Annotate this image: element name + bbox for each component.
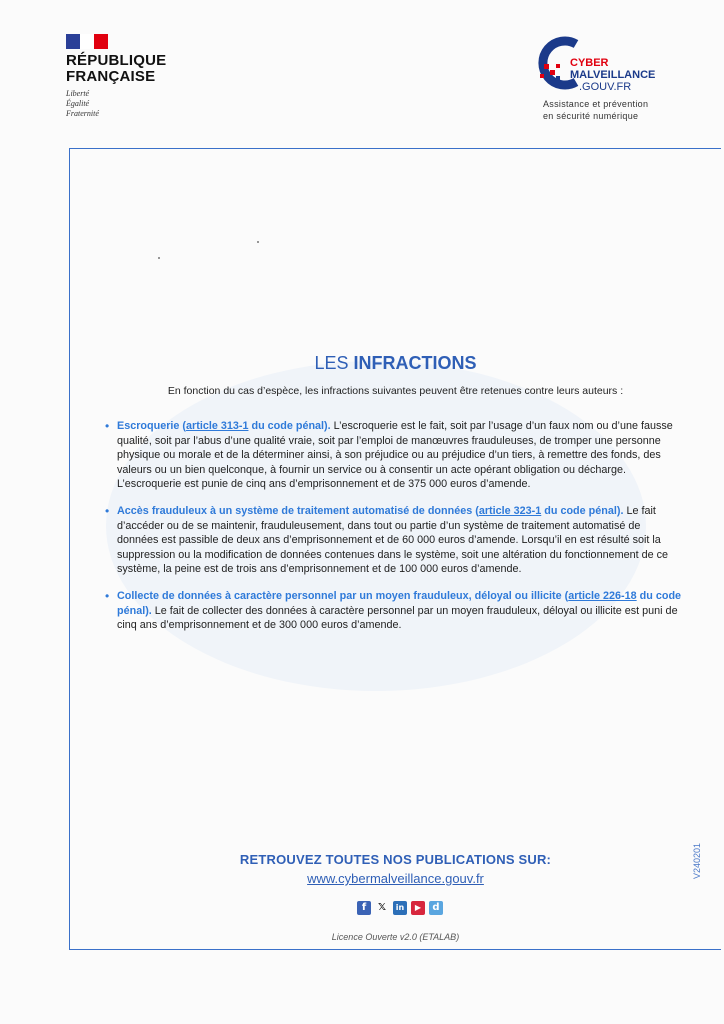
publications-heading: RETROUVEZ TOUTES NOS PUBLICATIONS SUR: [239, 852, 552, 867]
logo-wordmark: CYBER MALVEILLANCE .GOUV.FR [570, 57, 656, 93]
article-link[interactable]: article 226-18 [568, 589, 637, 602]
infractions-list [105, 419, 682, 645]
linkedin-icon[interactable]: in [393, 901, 407, 915]
dailymotion-icon[interactable]: d [429, 901, 443, 915]
version-code: V240201 [692, 842, 702, 879]
section-title: LES INFRACTIONS [314, 353, 477, 373]
list-item: • Collecte de données à caractère personnel par un moyen frauduleux, déloyal ou illicite (article 226-18 du code pénal). Le fait de collecter des données à caractère personnel par un moyen frauduleux, déloyal ou illicite est puni de cinq ans d’emprisonnement et de 300 000 euros d’amende. [105, 588, 682, 632]
content-frame [69, 148, 721, 950]
cybermalveillance-logo [536, 34, 676, 124]
article-link[interactable]: article 313-1 [186, 420, 249, 432]
list-item: • Accès frauduleux à un système de traitement automatisé de données (article 323-1 du code pénal). Le fait d’accéder ou de se maintenir, frauduleusement, dans tout ou partie d’un système de traitement automatisé de données est passible de deux ans d’emprisonnement et de 60 000 euros d’amende. Lorsqu’il en est résulté soit la suppression ou la modification de données contenues dans le système, soit une altération du fonctionnement de ce système, la peine est de trois ans d’emprisonnement et de 100 000 euros d’amende. [105, 503, 668, 576]
bullet-icon: • [105, 588, 110, 603]
section-intro: En fonction du cas d’espèce, les infractions suivantes peuvent être retenues contre leurs auteurs : [167, 385, 624, 397]
social-icons [357, 901, 443, 915]
motto: Liberté Égalité Fraternité [66, 89, 99, 118]
bullet-icon: • [105, 419, 110, 433]
website-link[interactable]: www.cybermalveillance.gouv.fr [307, 871, 484, 886]
scan-speck [257, 241, 259, 243]
youtube-icon[interactable]: ▶ [411, 901, 425, 915]
logo-tagline: Assistance et prévention en sécurité numérique [543, 99, 649, 121]
license-text: Licence Ouverte v2.0 (ETALAB) [331, 932, 460, 942]
article-link[interactable]: article 323-1 [478, 504, 542, 517]
list-item: • Escroquerie (article 313-1 du code pénal). L’escroquerie est le fait, soit par l’usage d’un faux nom ou d’une fausse qualité, soit par l’abus d’une qualité vraie, soit par l’emploi de manœuvres frauduleuses, de tromper une personne physique ou morale et de la déterminer ainsi, à son préjudice ou au préjudice d’un tiers, à remettre des fonds, des valeurs ou un bien quelconque, à fournir un service ou à consentir un acte opérant obligation ou décharge. L’escroquerie est punie de cinq ans d’emprisonnement et de 375 000 euros d’amende. [105, 419, 673, 491]
bullet-icon: • [105, 503, 110, 518]
facebook-icon[interactable]: f [357, 901, 371, 915]
republique-title: RÉPUBLIQUE FRANÇAISE [66, 52, 167, 85]
scan-speck [158, 257, 160, 259]
x-icon[interactable]: 𝕏 [375, 901, 389, 915]
republique-francaise-block [66, 34, 166, 119]
marianne-flag-logo [66, 34, 108, 49]
